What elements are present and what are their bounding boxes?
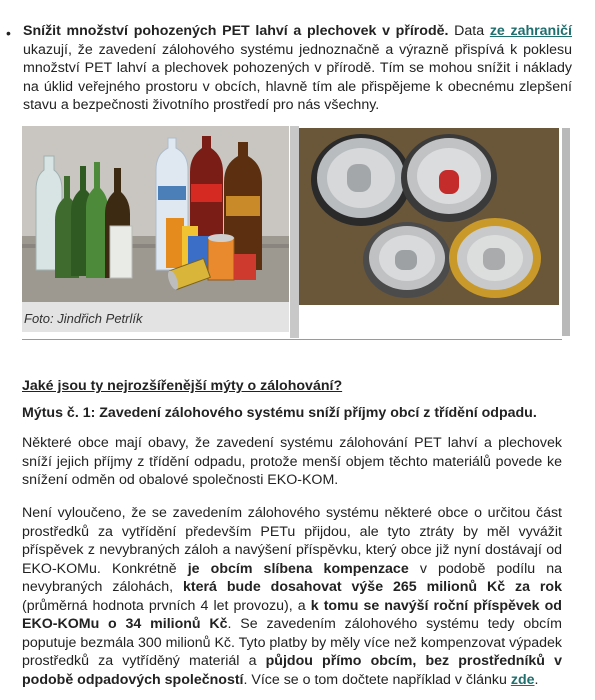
bullet-text-2: ukazují, že zavedení zálohového systému jednoznačně a výrazně přispívá k poklesu množství PET lahví a plechovek pohozených v přírodě. Tím se mohou snížit i náklady na úklid veřejného prostoru v obcích, hlavně tím ale přispějeme k obecnému zlepšení stavu a bezpečnosti životního prostředí pro nás všechny. (23, 41, 572, 113)
photo-right-border (562, 128, 570, 336)
para2-text-1: Není vyloučeno, že se zavedením zálohového systému některé obce o určitou část prostředků za vytřídění především PETu přijdou, ale tyto ztráty by měl vyvážit příspěvek z nevybraných záloh a navýšení příspěvku, který obce již nyní dostávají od EKO-KOMu. Konkrétně (22, 505, 562, 577)
myth-1-heading: Mýtus č. 1: Zavedení zálohového systému sníží příjmy obcí z třídění odpadu. (22, 405, 537, 421)
bullet-dot: • (6, 25, 11, 41)
para2-text-2: v podobě podílu na nevybraných zálohách, (22, 560, 563, 595)
para2-bold-1: je obcím slíbena kompenzace (187, 560, 409, 577)
photo-caption-box (22, 302, 289, 332)
cans-illustration (299, 128, 559, 305)
abroad-data-link[interactable]: ze zahraničí (489, 23, 572, 39)
paragraph-1: Některé obce mají obavy, že zavedení systému zálohování PET lahví a plechovek sníží jejich příjmy z třídění odpadu, protože menší objem těchto materiálů povede ke snížení odměn od obalové společnosti EKO-KOM. (22, 435, 562, 488)
bottles-illustration (22, 126, 289, 302)
photo-block (22, 126, 572, 338)
para2-text-4: . Se zavedením zálohového systému tedy obcím poputuje bezmála 300 milionů Kč. Tyto platby by měly více než kompenzovat výpadek prostředků za vytříděný materiál a (22, 616, 562, 669)
section-heading: Jaké jsou ty nejrozšířenější mýty o zálohování? (22, 378, 343, 394)
photo-divider (290, 126, 299, 338)
bullet-text-1: Data (448, 23, 490, 39)
bullet-item (6, 22, 572, 115)
para2-bold-3: k tomu se navýší roční příspěvek od EKO-KOMu o 34 milionů Kč (22, 597, 562, 632)
para2-text-3: (průměrná hodnota prvních 4 let provozu), a (22, 597, 311, 614)
photo-caption: Foto: Jindřich Petrlík (24, 311, 143, 326)
section-divider (22, 339, 562, 340)
para2-text-5: . Více se o tom dočtete například v článku (243, 671, 511, 688)
bottles-photo (22, 126, 289, 302)
para2-bold-4: půjdou přímo obcím, bez prostředníků v podobě odpadových společností (22, 653, 562, 688)
bullet-lead: Snížit množství pohozených PET lahví a plechovek v přírodě. (23, 23, 449, 39)
para2-text-6: . (534, 671, 539, 688)
paragraph-2 (22, 504, 562, 689)
cans-photo (299, 128, 559, 305)
article-link[interactable]: zde (510, 671, 535, 688)
bullet-text (23, 22, 572, 115)
para2-bold-2: která bude dosahovat výše 265 milionů Kč za rok (183, 579, 562, 595)
